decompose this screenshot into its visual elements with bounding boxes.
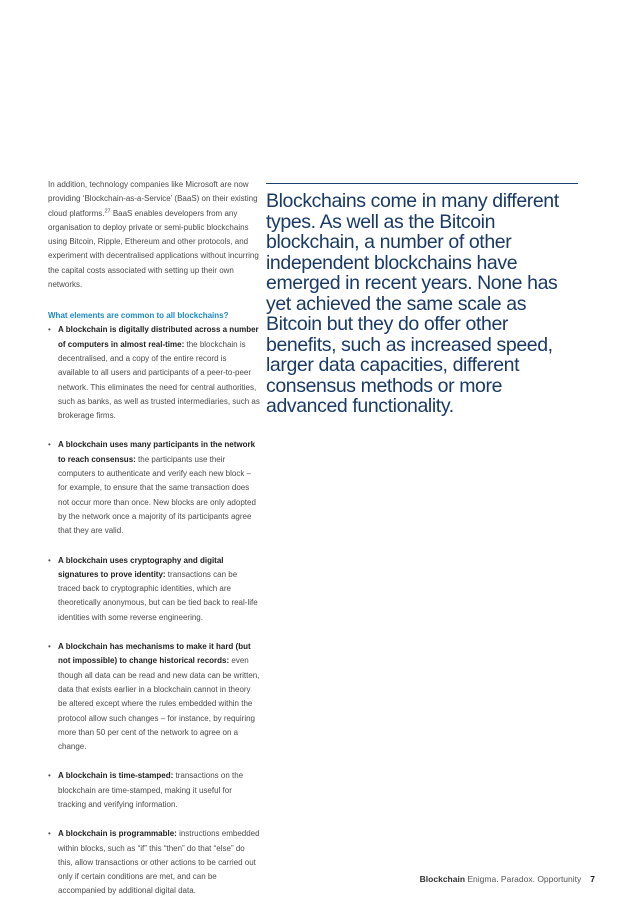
bullet-marker: • (48, 829, 51, 839)
left-column (48, 178, 260, 899)
bullet-body: instructions embedded within blocks, such as “if” this “then” do that “else” do this, allow transactions or other actions to be carried out only if certain conditions are met, and can be accompanied by additional digital data. (58, 829, 260, 896)
bullet-lead: A blockchain uses many participants in the network to reach consensus: (58, 440, 256, 464)
footer-tagline: Enigma. Paradox. Opportunity (465, 874, 582, 884)
bullet-body: the participants use their computers to authenticate and verify each new block – for example, to ensure that the same transaction does not occur more than once. New blocks are only adopted by the network once a majority of its participants agree that they are valid. (58, 454, 256, 536)
bullet-item-immutability (48, 640, 260, 754)
section-heading: What elements are common to all blockchains? (48, 311, 229, 321)
bullet-item-distributed (48, 323, 260, 423)
bullet-lead: A blockchain uses cryptography and digital signatures to prove identity: (58, 555, 224, 579)
bullet-body: even though all data can be read and new data can be written, data that exists earlier in a blockchain cannot in theory be altered except where the rules embedded within the protocol allow such changes – for instance, by requiring more than 50 per cent of the network to agree on a change. (58, 656, 260, 752)
bullet-lead: A blockchain is time-stamped: (58, 771, 174, 781)
bullet-body: the blockchain is decentralised, and a copy of the entire record is available to all users and participants of a peer-to-peer network. This eliminates the need for central authorities, such as banks, as well as trusted intermediaries, such as brokerage firms. (58, 339, 260, 421)
intro-text-after-ref: BaaS enables developers from any organisation to deploy private or semi-public blockchains using Bitcoin, Ripple, Ethereum and other protocols, and experiment with decentralised applications without incurring the capital costs associated with setting up their own networks. (48, 208, 259, 290)
bullet-item-cryptography (48, 554, 260, 625)
bullet-item-timestamped (48, 769, 260, 812)
footer-brand: Blockchain (419, 874, 466, 884)
bullet-item-programmable (48, 827, 260, 898)
bullet-body: transactions on the blockchain are time-stamped, making it useful for tracking and verifying information. (58, 771, 244, 809)
bullet-marker: • (48, 771, 51, 781)
bullet-list (48, 323, 260, 898)
bullet-body: transactions can be traced back to cryptographic identities, which are theoretically anonymous, but can be tied back to real-life identities with some reverse engineering. (58, 569, 258, 622)
intro-text-before-ref: In addition, technology companies like Microsoft are now providing ‘Blockchain-as-a-Service’ (BaaS) on their existing cloud platforms. (48, 180, 258, 218)
bullet-marker: • (48, 642, 51, 652)
bullet-item-consensus (48, 438, 260, 538)
bullet-lead: A blockchain is programmable: (58, 829, 177, 839)
pull-quote-rule (266, 183, 578, 184)
bullet-lead: A blockchain is digitally distributed across a number of computers in almost real-time: (58, 325, 259, 349)
page-footer (420, 874, 595, 884)
bullet-marker: • (48, 555, 51, 565)
bullet-marker: • (48, 325, 51, 335)
bullet-lead: A blockchain has mechanisms to make it hard (but not impossible) to change historical records: (58, 642, 251, 666)
intro-paragraph (48, 178, 260, 292)
page-number: 7 (590, 874, 595, 884)
pull-quote: Blockchains come in many different types. As well as the Bitcoin blockchain, a number of other independent blockchains have emerged in recent years. None has yet achieved the same scale as Bitcoin but they do offer other benefits, such as increased speed, larger data capacities, different consensus methods or more advanced functionality. (266, 190, 559, 417)
bullet-marker: • (48, 440, 51, 450)
footnote-reference: 27 (104, 207, 111, 214)
